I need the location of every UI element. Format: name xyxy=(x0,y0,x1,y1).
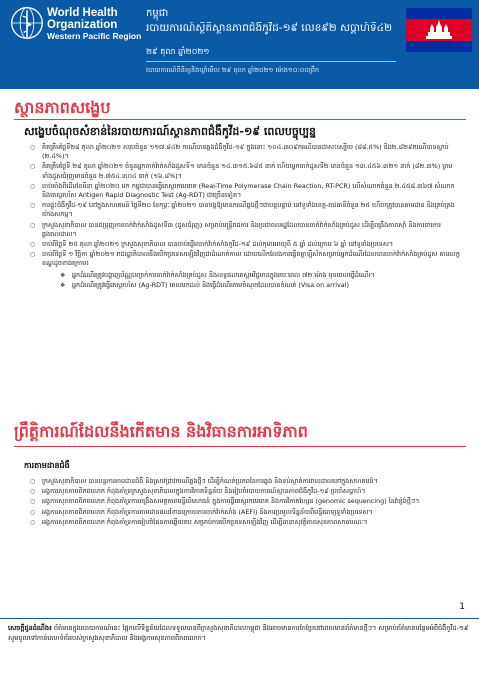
list-item: ○ អង្គការសុខភាពពិភពលោក កំពុងគាំទ្រការរៀបចំផែនការឆ្លើយតប សម្រាប់ការបើកប្រទេសឡើងវិញ ដើម្បីធានាសុវត្ថិភាពសុខភាពសាធារណៈ។ xyxy=(30,518,462,527)
list-item xyxy=(30,250,462,290)
list-item-text: ចាប់ពីថ្ងៃទី ១ វិច្ឆិកា ឆ្នាំ២០២១ រាជរដ្ឋាភិបាលនឹងបើកប្រទេសឡើងវិញជាដំណាក់កាល ដោយលើកលែងការធ្វើចត្តាឡីស័កសម្រាប់អ្នកដំណើរដែលបានចាក់វ៉ាក់សាំងគ្រប់ដូស តាមលក្ខខណ្ឌដូចខាងក្រោម៖ xyxy=(42,250,460,268)
section-heading-summary: ស្ថានភាពសង្ខេប xyxy=(14,98,111,117)
sub-list-item: ❖ អ្នកដំណើរត្រូវបង្ហាញប័ណ្ណបញ្ជាក់ការចាក់វ៉ាក់សាំងគ្រប់ដូស និងលទ្ធផលតេស្តអវិជ្ជមានក្នុងរយៈពេល ៧២ ម៉ោង មុនពេលធ្វើដំណើរ។ xyxy=(60,271,462,280)
list-item: ○ ចាប់ពីថ្ងៃទី ២៥ តុលា ឆ្នាំ២០២១ ក្រសួងសុខាភិបាល បានចាប់ផ្តើមចាក់វ៉ាក់សាំងកូវីដ-១៩ ដល់កុមារអាយុពី ៥ ឆ្នាំ ដល់ក្រោម ៦ ឆ្នាំ នៅទូទាំងប្រទេស។ xyxy=(30,240,462,249)
report-subtitle: របាយការណ៍ពិនិត្យនិងឃ្លាំមើល ២៩ តុលា ឆ្នាំ២០២១ ម៉ោង១០:០០ព្រឹក xyxy=(146,66,320,74)
who-name-line2: Organization xyxy=(47,19,118,31)
footer-note xyxy=(8,623,474,643)
who-name-line1: World Health xyxy=(47,7,118,19)
list-item: ○ គិតត្រឹមថ្ងៃទី២៨ តុលា ឆ្នាំ២០២១ សរុបចំនួន ១១៧.៨៤២ ករណីបានឆ្លងជំងឺកូវីដ-១៩ ក្នុងនោះ ១០៤.៣០៩ករណីបានជាសះស្បើយ (៨៨.៥%) និង២.៨២៩ករណីបានស្លាប់ (២.៤%)។ xyxy=(30,143,462,161)
summary-bullet-list xyxy=(30,143,462,291)
sub-bullet-list xyxy=(42,271,462,290)
who-wordmark xyxy=(47,7,141,42)
list-item: ○ ចាប់តាំងពីដើមខែមីនា ឆ្នាំ២០២០ មក កម្ពុជាបានធ្វើតេស្តរកមេរោគ (Real-Time Polymerase Chain Reaction, RT-PCR) លើសំណាកចំនួន ២.៤៥៨.៣៦៧ សំណាក និងតេស្តរហ័ស Antigen Rapid Diagnostic Test (Ag-RDT) ជាច្រើនទៀត។ xyxy=(30,182,462,200)
list-item: ○ ការផ្ទុះជំងឺកូវីដ-១៩ នៅក្នុងសហគមន៍ ថ្ងៃទី២០ ខែកុម្ភៈ ឆ្នាំ២០២១ បានបង្កឱ្យមានករណីឆ្លងថ្មីៗជាបន្តបន្ទាប់ នៅទូទាំងខេត្ត-រាជធានីចំនួន ២៥ ហើយត្រូវបានតាមដាន និងគ្រប់គ្រងយ៉ាងសកម្ម។ xyxy=(30,201,462,219)
list-item: ○ អង្គការសុខភាពពិភពលោក កំពុងគាំទ្រក្រសួងសុខាភិបាលក្នុងការវិភាគទិន្នន័យ និងរៀបចំរបាយការណ៍ស្ថានភាពជំងឺកូវីដ-១៩ ប្រចាំសប្តាហ៍។ xyxy=(30,487,462,496)
header-divider xyxy=(146,61,396,62)
report-header xyxy=(0,0,479,89)
events-bullet-list xyxy=(30,477,462,528)
summary-subheading: សង្ខេបចំណុចសំខាន់នៃរបាយការណ៍ស្ថានភាពជំងឺកូវីដ-១៩ ពេលបច្ចុប្បន្ន xyxy=(24,125,317,138)
who-region: Western Pacific Region xyxy=(47,31,142,41)
list-item: ○ អង្គការសុខភាពពិភពលោក កំពុងគាំទ្រការតាមដានផលរំខានក្រោយការចាក់វ៉ាក់សាំង (AEFI) និងការប្រមូលទិន្នន័យពីមន្ទីរពេទ្យទូទាំងប្រទេស។ xyxy=(30,508,462,517)
footer-divider xyxy=(0,618,479,619)
sub-list-item: ❖ អ្នកដំណើរត្រូវធ្វើតេស្តរហ័ស (Ag-RDT) ពេលមកដល់ និងធ្វើដំណើរតាមចំណុចដែលបានកំណត់ (Visa on arrival) xyxy=(60,281,462,290)
section-divider xyxy=(14,119,466,120)
cambodia-flag-icon xyxy=(406,8,472,52)
footer-text: ព័ត៌មានក្នុងរបាយការណ៍នេះ ផ្អែកលើទិន្នន័យដែលទទួលបានពីក្រសួងសុខាភិបាលកម្ពុជា និងអាចមានការកែប្រែនៅពេលមានព័ត៌មានថ្មីៗ។ សម្រាប់ព័ត៌មានបន្ថែមអំពីជំងឺកូវីដ-១៩ សូមចូលទៅកាន់គេហទំព័ររបស់ក្រសួងសុខាភិបាល និងអង្គការសុខភាពពិភពលោក។ xyxy=(8,624,469,642)
list-item: ○ គិតត្រឹមថ្ងៃទី ២៨ តុលា ឆ្នាំ២០២១ ចំនួនអ្នកចាក់វ៉ាក់សាំងដូសទី១ មានចំនួន ១៤.៣១៥.៦៨៥ នាក់ ហើយអ្នកចាក់ដូសទី២ មានចំនួន ១៣.៤៥៦.៣២១ នាក់ (៨២.៣%) ព្រមទាំងដូសជំរុញមានចំនួន ២.៧៥៤.៣០៤ នាក់ (១៦.៨%)។ xyxy=(30,162,462,180)
page-number: 1 xyxy=(459,602,465,612)
list-item: ○ ក្រសួងសុខាភិបាល បានជម្រុញការចាក់វ៉ាក់សាំងដូសទី៣ (ដូសជំរុញ) សម្រាប់មន្ត្រីរាជការ និងប្រជាពលរដ្ឋដែលបានចាក់វ៉ាក់សាំងគ្រប់ដូស ដើម្បីពង្រឹងភាពស៊ាំ និងការពារការឆ្លងរាលដាល។ xyxy=(30,221,462,239)
section-divider xyxy=(14,446,466,447)
country-name: កម្ពុជា xyxy=(146,8,169,19)
report-date: ២៩ តុលា ឆ្នាំ២០២១ xyxy=(146,47,210,56)
report-title: របាយការណ៍ស្ថិតិស្ថានភាពជំងឺកូវីដ-១៩ លេខ៩២ សប្តាហ៍ទី៤២ xyxy=(146,22,393,34)
section-heading-events: ព្រឹត្តិការណ៍ដែលនឹងកើតមាន និងវិធានការអាទិភាព xyxy=(14,422,308,441)
list-item: ○ អង្គការសុខភាពពិភពលោក កំពុងគាំទ្រការពង្រឹងសមត្ថភាពមន្ទីរពិសោធន៍ ក្នុងការធ្វើតេស្តរកមេរោគ និងការវិភាគហ្សែន (genomic sequencing) នៃវ៉ារ្យ៉ង់ថ្មីៗ។ xyxy=(30,497,462,506)
surveillance-subheading: ការតាមដានជំងឺ xyxy=(24,461,70,470)
who-logo-icon xyxy=(10,6,44,40)
list-item: ○ ក្រសួងសុខាភិបាល បានបន្តការតាមដានជំងឺ និងស្រាវជ្រាវករណីឆ្លងថ្មីៗ ដើម្បីកំណត់ប្រភពនៃការឆ្លង និងទប់ស្កាត់ការរាលដាលនៅក្នុងសហគមន៍។ xyxy=(30,477,462,486)
footer-label: សេចក្តីជូនដំណឹង៖ xyxy=(8,624,52,632)
